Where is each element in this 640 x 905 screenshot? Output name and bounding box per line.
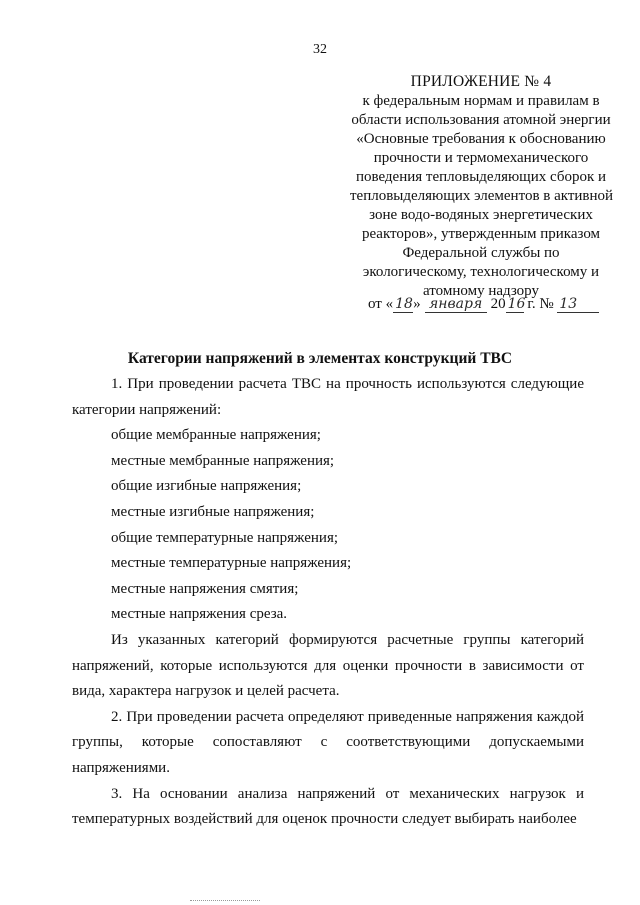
- appendix-line: реакторов», утвержденным приказом: [361, 226, 601, 242]
- section-heading: Категории напряжений в элементах конструкций ТВС: [127, 350, 513, 367]
- order-prefix: от «: [368, 296, 394, 312]
- list-item: местные напряжения смятия;: [111, 580, 299, 597]
- list-item: местные изгибные напряжения;: [111, 503, 315, 520]
- appendix-line: поведения тепловыделяющих сборок и: [355, 169, 607, 185]
- paragraph-1-closing: Из указанных категорий формируются расчетные группы категорий напряжений, которые используются для оценки прочности в зависимости от вида, характера нагрузок и целей расчета.: [72, 631, 584, 700]
- order-year-prefix: 20: [490, 296, 506, 312]
- page-number: 32: [313, 42, 327, 57]
- appendix-title: ПРИЛОЖЕНИЕ № 4: [410, 73, 552, 90]
- list-item: общие температурные напряжения;: [111, 529, 339, 546]
- order-month-handwritten: января: [425, 297, 487, 313]
- order-number-handwritten: 13: [557, 297, 599, 313]
- appendix-line: области использования атомной энергии: [351, 112, 611, 128]
- stress-category-list: [72, 423, 584, 628]
- paragraph-1-intro: 1. При проведении расчета ТВС на прочность используются следующие: [111, 376, 584, 392]
- list-item: общие изгибные напряжения;: [111, 478, 302, 495]
- order-year-unit: г. №: [527, 296, 554, 312]
- appendix-line: тепловыделяющих элементов в активной: [350, 188, 614, 204]
- order-day-handwritten: 18: [395, 296, 413, 312]
- paragraph-3: 3. На основании анализа напряжений от механических нагрузок и температурных воздействий для оценок прочности следует выбирать наиболее: [72, 785, 584, 828]
- appendix-line: Федеральной службы по: [402, 245, 560, 261]
- appendix-line: экологическому, технологическому и: [362, 264, 600, 280]
- appendix-block: [350, 72, 612, 301]
- order-quote-close: »: [413, 296, 421, 312]
- appendix-line: прочности и термомеханического: [373, 150, 589, 166]
- order-date-number: [368, 296, 628, 313]
- document-body: [72, 372, 584, 833]
- appendix-line: «Основные требования к обоснованию: [356, 131, 606, 147]
- list-item: общие мембранные напряжения;: [111, 427, 321, 444]
- paragraph-1-intro-cont: категории напряжений:: [72, 401, 222, 418]
- list-item: местные температурные напряжения;: [111, 555, 352, 572]
- list-item: местные напряжения среза.: [111, 606, 288, 623]
- appendix-line: атомному надзору: [423, 283, 539, 299]
- paragraph-2: 2. При проведении расчета определяют приведенные напряжения каждой группы, которые сопоставляют с соответствующими допускаемыми напряжениями.: [72, 708, 584, 776]
- appendix-line: зоне водо-водяных энергетических: [369, 207, 593, 223]
- order-year-handwritten: 16: [507, 296, 526, 312]
- appendix-line: к федеральным нормам и правилам в: [362, 93, 600, 109]
- list-item: местные мембранные напряжения;: [111, 452, 335, 469]
- scan-edge-mark: [190, 900, 260, 902]
